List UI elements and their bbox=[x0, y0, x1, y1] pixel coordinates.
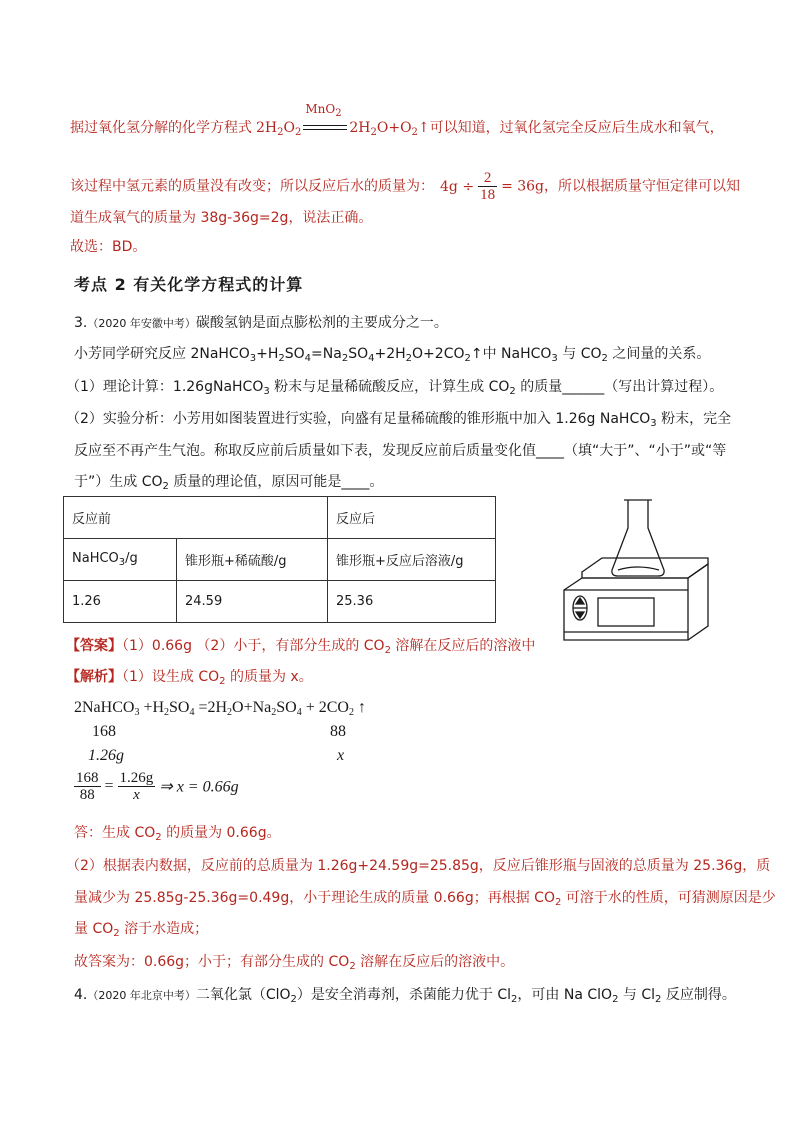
sub: 2 bbox=[278, 353, 285, 364]
analysis-text: 可溶于水的性质，可猜测原因是少 bbox=[561, 890, 776, 906]
cell-text: /g bbox=[125, 551, 138, 566]
balance-display bbox=[598, 598, 654, 626]
q3-text: SO bbox=[284, 346, 305, 362]
sub: 2 bbox=[655, 994, 662, 1005]
intro-value: 38g-36g=2g bbox=[200, 210, 289, 226]
q3-text: SO bbox=[348, 346, 369, 362]
analysis-text: 溶于水造成； bbox=[119, 921, 209, 937]
q3-text: +H bbox=[256, 346, 279, 362]
q3-line-2 bbox=[74, 344, 710, 369]
intro-text: ，所以根据质量守恒定律可以知 bbox=[544, 178, 741, 195]
q3-text: 与 CO bbox=[557, 346, 602, 362]
analysis-text: 的质量为 x。 bbox=[225, 669, 313, 685]
analysis-text: 量 CO bbox=[74, 921, 114, 937]
sub: 2 bbox=[227, 707, 233, 718]
intro-choice: 故选：BD。 bbox=[70, 239, 147, 255]
eq-sub: 2 bbox=[294, 127, 302, 138]
answer-text: （1）0.66g （2）小于，有部分生成的 CO bbox=[122, 638, 385, 654]
eq-part: O bbox=[283, 120, 295, 136]
answer-text: 溶解在反应后的溶液中 bbox=[390, 638, 536, 654]
q4-text: 与 Cl bbox=[618, 987, 656, 1003]
table-col-flask-acid: 锥形瓶+稀硫酸/g bbox=[177, 539, 328, 581]
sub: 2 bbox=[511, 994, 518, 1005]
fraction-num: 2 bbox=[483, 170, 492, 186]
q3-text: 碳酸氢钠是面点膨松剂的主要成分之一。 bbox=[195, 315, 448, 331]
analysis-part2-line-1: （2）根据表内数据，反应前的总质量为 1.26g+24.59g=25.85g，反应后锥形瓶与固液的总质量为 25.36g，质 bbox=[66, 858, 771, 874]
eq-part: SO bbox=[276, 699, 297, 716]
eq-part: 2NaHCO bbox=[74, 699, 135, 716]
analysis-text: 量减少为 25.85g-25.36g=0.49g，小于理论生成的质量 0.66g；再根据 CO bbox=[74, 890, 555, 906]
table-col-nahco3 bbox=[64, 539, 177, 581]
eq-sub: 2 bbox=[370, 127, 377, 138]
expr-right: = 36g bbox=[501, 178, 545, 195]
fraction-den: x bbox=[118, 786, 156, 803]
intro-text: 据过氧化氢分解的化学方程式 bbox=[70, 120, 252, 136]
analysis-text: 答：生成 CO bbox=[74, 825, 156, 841]
q3-text: 质量的理论值，原因可能是____。 bbox=[168, 474, 384, 490]
eq-part: SO bbox=[169, 699, 190, 716]
analysis-text: 的质量为 0.66g。 bbox=[161, 825, 281, 841]
fraction-2-18 bbox=[478, 170, 497, 203]
proportion bbox=[74, 770, 239, 803]
eq-part: + 2CO bbox=[301, 699, 349, 716]
final-answer bbox=[74, 952, 514, 977]
table-head-before: 反应前 bbox=[64, 497, 328, 539]
q3-text: 粉末，完全 bbox=[656, 411, 732, 427]
eq-sub: 2 bbox=[411, 127, 418, 138]
sub: 3 bbox=[134, 707, 140, 718]
q3-text: 的质量______（写出计算过程）。 bbox=[515, 379, 724, 395]
sub: 2 bbox=[271, 707, 277, 718]
table-row bbox=[64, 539, 496, 581]
sub: 4 bbox=[296, 707, 302, 718]
analysis-equation bbox=[74, 698, 366, 723]
table-row bbox=[64, 497, 496, 539]
q3-text: （1）理论计算：1.26gNaHCO bbox=[66, 379, 264, 395]
table-head-after: 反应后 bbox=[328, 497, 496, 539]
equation-h2o2 bbox=[256, 102, 430, 138]
eq-part: 2H bbox=[349, 120, 371, 136]
intro-text: 可以知道，过氧化氢完全反应后生成水和氧气， bbox=[429, 120, 724, 136]
expr-left: 4g ÷ bbox=[440, 178, 475, 195]
fraction-num: 168 bbox=[76, 770, 99, 786]
sub: 2 bbox=[290, 994, 297, 1005]
intro-line-1 bbox=[70, 102, 724, 143]
mass-given: 1.26g bbox=[88, 747, 124, 764]
sub: 2 bbox=[464, 353, 471, 364]
eq-part: O+Na bbox=[232, 699, 272, 716]
q3-part-2-line-3 bbox=[74, 472, 383, 497]
double-bar bbox=[303, 125, 347, 130]
mass-unknown: x bbox=[337, 747, 345, 764]
fraction-168-88 bbox=[74, 770, 101, 803]
q4-number: 4. bbox=[74, 987, 88, 1003]
eq-part: +H bbox=[139, 699, 165, 716]
mass-168: 168 bbox=[92, 723, 116, 740]
eq-part: =2H bbox=[194, 699, 228, 716]
q3-source: （2020 年安徽中考） bbox=[87, 317, 196, 330]
q4-text: ）是安全消毒剂，杀菌能力优于 Cl bbox=[296, 987, 512, 1003]
answer-tag: 【答案】 bbox=[66, 638, 122, 654]
equals: = bbox=[104, 777, 114, 795]
q3-part-2-line-1 bbox=[66, 409, 731, 434]
catalyst-arrow bbox=[303, 102, 347, 135]
balance-plate bbox=[582, 558, 708, 578]
sub: 2 bbox=[219, 676, 226, 687]
intro-line-2 bbox=[70, 170, 740, 203]
analysis-part2-line-2 bbox=[74, 888, 776, 913]
analysis-text: （1）设生成 CO bbox=[122, 669, 220, 685]
balance-flask-figure bbox=[562, 494, 712, 644]
table-cell: 1.26 bbox=[64, 581, 177, 623]
sub: 2 bbox=[162, 481, 169, 492]
table-row bbox=[64, 581, 496, 623]
sub: 3 bbox=[118, 557, 126, 568]
q3-text: 粉末与足量稀硫酸反应，计算生成 CO bbox=[269, 379, 510, 395]
sub: 3 bbox=[650, 418, 657, 429]
q3-text: =Na bbox=[311, 346, 342, 362]
mass-88: 88 bbox=[330, 723, 346, 740]
eq-sub: 2 bbox=[277, 127, 284, 138]
answer-line bbox=[66, 636, 535, 661]
fraction-mass-x bbox=[118, 770, 156, 803]
sub: 4 bbox=[304, 353, 312, 364]
gas-arrow: ↑ bbox=[417, 120, 430, 136]
catalyst-text: MnO bbox=[305, 102, 336, 116]
q3-text: （2）实验分析：小芳用如图装置进行实验，向盛有足量稀硫酸的锥形瓶中加入 1.26g NaHCO bbox=[66, 411, 651, 427]
q3-text: 之间量的关系。 bbox=[607, 346, 711, 362]
intro-text: 道生成氧气的质量为 bbox=[70, 210, 196, 226]
q4-text: ，可由 Na ClO bbox=[517, 987, 613, 1003]
gas-arrow: ↑ bbox=[353, 699, 366, 716]
q3-text: O+2CO bbox=[412, 346, 465, 362]
q4-text: 反应制得。 bbox=[661, 987, 736, 1003]
q3-text: 小芳同学研究反应 2NaHCO bbox=[74, 346, 250, 362]
sub: 2 bbox=[349, 961, 356, 972]
analysis-tag: 【解析】 bbox=[66, 669, 122, 685]
sub: 4 bbox=[189, 707, 195, 718]
table-cell: 24.59 bbox=[177, 581, 328, 623]
table-cell: 25.36 bbox=[328, 581, 496, 623]
sub: 2 bbox=[348, 707, 354, 718]
cell-text: NaHCO bbox=[72, 551, 119, 566]
eq-part: 2H bbox=[256, 120, 278, 136]
q3-part-1 bbox=[66, 377, 723, 402]
sub: 2 bbox=[384, 645, 391, 656]
flask-icon bbox=[612, 500, 664, 576]
sub: 2 bbox=[554, 897, 562, 908]
q3-text: ↑中 NaHCO bbox=[470, 346, 552, 362]
sub: 2 bbox=[113, 928, 120, 939]
mass-table bbox=[63, 496, 496, 623]
q3-text: 于”）生成 CO bbox=[74, 474, 163, 490]
intro-text: 该过程中氢元素的质量没有改变；所以反应后水的质量为： bbox=[70, 178, 434, 195]
sub: 2 bbox=[405, 353, 413, 364]
analysis-text: 溶解在反应后的溶液中。 bbox=[355, 954, 515, 970]
sub: 2 bbox=[341, 353, 349, 364]
sub: 2 bbox=[612, 994, 619, 1005]
analysis-answer bbox=[74, 823, 281, 848]
analysis-part2-line-3 bbox=[74, 919, 208, 944]
fraction-den: 18 bbox=[480, 187, 496, 203]
sub: 2 bbox=[155, 832, 162, 843]
q3-text: +2H bbox=[374, 346, 406, 362]
q3-part-2-line-2: 反应至不再产生气泡。称取反应前后质量如下表，发现反应前后质量变化值____（填“大于”、“小于”或“等 bbox=[74, 443, 727, 459]
q4-text: 二氧化氯（ClO bbox=[195, 987, 291, 1003]
eq-part: O+O bbox=[376, 120, 412, 136]
result: ⇒ x = 0.66g bbox=[159, 778, 239, 796]
fraction-num: 1.26g bbox=[119, 770, 154, 786]
fraction-den: 88 bbox=[74, 786, 101, 803]
sub: 3 bbox=[263, 386, 270, 397]
analysis-line bbox=[66, 667, 313, 692]
q3-header bbox=[74, 313, 448, 334]
table-col-flask-solution: 锥形瓶+反应后溶液/g bbox=[328, 539, 496, 581]
catalyst-label bbox=[305, 99, 341, 124]
intro-line-3 bbox=[70, 208, 372, 228]
balance-body bbox=[564, 578, 688, 640]
sub: 2 bbox=[601, 353, 608, 364]
intro-text: ，说法正确。 bbox=[288, 210, 373, 226]
sub: 2 bbox=[164, 707, 170, 718]
q4-line bbox=[74, 985, 736, 1010]
sub: 4 bbox=[368, 353, 375, 364]
catalyst-sub: 2 bbox=[335, 108, 342, 119]
analysis-text: 故答案为：0.66g；小于；有部分生成的 CO bbox=[74, 954, 350, 970]
sub: 2 bbox=[509, 386, 516, 397]
q3-number: 3. bbox=[74, 315, 88, 331]
sub: 3 bbox=[249, 353, 257, 364]
q4-source: （2020 年北京中考） bbox=[87, 989, 196, 1002]
section-title: 考点 2 有关化学方程式的计算 bbox=[74, 275, 304, 294]
sub: 3 bbox=[551, 353, 558, 364]
